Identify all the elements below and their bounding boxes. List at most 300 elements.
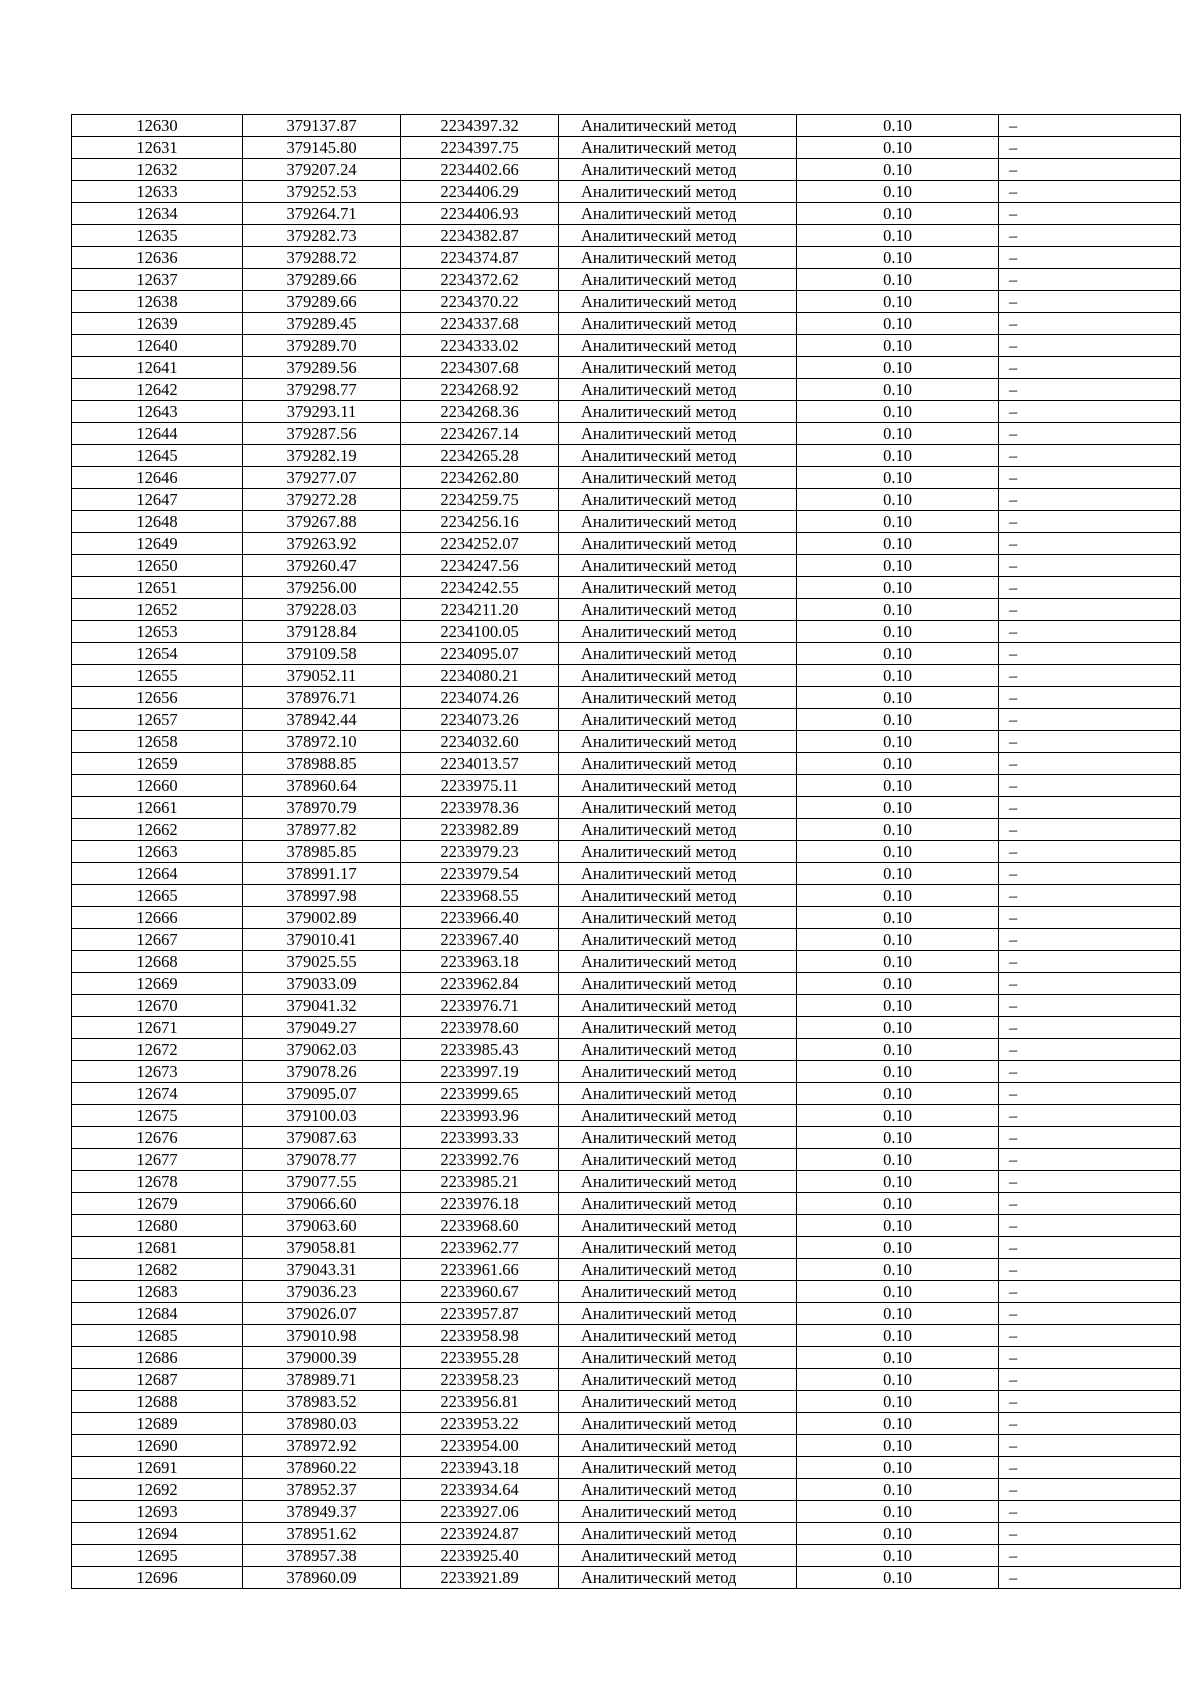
cell-method: Аналитический метод xyxy=(559,1281,797,1303)
cell-x-coordinate: 379109.58 xyxy=(243,643,401,665)
cell-accuracy: 0.10 xyxy=(797,1567,999,1589)
cell-accuracy: 0.10 xyxy=(797,797,999,819)
cell-point-number: 12691 xyxy=(72,1457,243,1479)
cell-y-coordinate: 2234397.32 xyxy=(401,115,559,137)
table-row xyxy=(72,885,1181,907)
cell-y-coordinate: 2234259.75 xyxy=(401,489,559,511)
cell-y-coordinate: 2233976.18 xyxy=(401,1193,559,1215)
cell-accuracy: 0.10 xyxy=(797,335,999,357)
table-row xyxy=(72,621,1181,643)
cell-note: – xyxy=(999,1325,1181,1347)
cell-x-coordinate: 379026.07 xyxy=(243,1303,401,1325)
cell-note: – xyxy=(999,665,1181,687)
cell-note: – xyxy=(999,841,1181,863)
cell-note: – xyxy=(999,313,1181,335)
table-row xyxy=(72,1127,1181,1149)
cell-note: – xyxy=(999,643,1181,665)
cell-note: – xyxy=(999,1171,1181,1193)
cell-method: Аналитический метод xyxy=(559,1303,797,1325)
cell-method: Аналитический метод xyxy=(559,841,797,863)
cell-accuracy: 0.10 xyxy=(797,1523,999,1545)
cell-note: – xyxy=(999,511,1181,533)
cell-point-number: 12696 xyxy=(72,1567,243,1589)
cell-x-coordinate: 378976.71 xyxy=(243,687,401,709)
table-row xyxy=(72,555,1181,577)
cell-accuracy: 0.10 xyxy=(797,1369,999,1391)
table-row xyxy=(72,1017,1181,1039)
cell-accuracy: 0.10 xyxy=(797,1237,999,1259)
cell-note: – xyxy=(999,1413,1181,1435)
cell-x-coordinate: 379287.56 xyxy=(243,423,401,445)
cell-point-number: 12653 xyxy=(72,621,243,643)
cell-x-coordinate: 379000.39 xyxy=(243,1347,401,1369)
cell-y-coordinate: 2233960.67 xyxy=(401,1281,559,1303)
cell-method: Аналитический метод xyxy=(559,1039,797,1061)
table-row xyxy=(72,775,1181,797)
cell-x-coordinate: 379041.32 xyxy=(243,995,401,1017)
cell-point-number: 12680 xyxy=(72,1215,243,1237)
table-row xyxy=(72,1501,1181,1523)
cell-note: – xyxy=(999,995,1181,1017)
cell-note: – xyxy=(999,1039,1181,1061)
cell-method: Аналитический метод xyxy=(559,1501,797,1523)
cell-accuracy: 0.10 xyxy=(797,1479,999,1501)
cell-note: – xyxy=(999,863,1181,885)
cell-note: – xyxy=(999,621,1181,643)
cell-y-coordinate: 2233975.11 xyxy=(401,775,559,797)
cell-note: – xyxy=(999,137,1181,159)
table-row xyxy=(72,1457,1181,1479)
cell-accuracy: 0.10 xyxy=(797,973,999,995)
cell-point-number: 12683 xyxy=(72,1281,243,1303)
cell-point-number: 12630 xyxy=(72,115,243,137)
cell-method: Аналитический метод xyxy=(559,489,797,511)
cell-point-number: 12670 xyxy=(72,995,243,1017)
cell-note: – xyxy=(999,929,1181,951)
cell-point-number: 12692 xyxy=(72,1479,243,1501)
cell-y-coordinate: 2233925.40 xyxy=(401,1545,559,1567)
cell-point-number: 12693 xyxy=(72,1501,243,1523)
table-row xyxy=(72,819,1181,841)
table-row xyxy=(72,1303,1181,1325)
cell-point-number: 12634 xyxy=(72,203,243,225)
cell-point-number: 12639 xyxy=(72,313,243,335)
cell-x-coordinate: 379049.27 xyxy=(243,1017,401,1039)
cell-method: Аналитический метод xyxy=(559,1017,797,1039)
cell-method: Аналитический метод xyxy=(559,1325,797,1347)
table-row xyxy=(72,577,1181,599)
cell-point-number: 12664 xyxy=(72,863,243,885)
cell-y-coordinate: 2233985.21 xyxy=(401,1171,559,1193)
table-row xyxy=(72,1237,1181,1259)
cell-x-coordinate: 379289.66 xyxy=(243,269,401,291)
cell-point-number: 12647 xyxy=(72,489,243,511)
cell-y-coordinate: 2233967.40 xyxy=(401,929,559,951)
cell-point-number: 12659 xyxy=(72,753,243,775)
cell-accuracy: 0.10 xyxy=(797,159,999,181)
cell-accuracy: 0.10 xyxy=(797,467,999,489)
cell-method: Аналитический метод xyxy=(559,753,797,775)
cell-method: Аналитический метод xyxy=(559,1193,797,1215)
cell-point-number: 12638 xyxy=(72,291,243,313)
cell-y-coordinate: 2234262.80 xyxy=(401,467,559,489)
cell-x-coordinate: 378960.64 xyxy=(243,775,401,797)
cell-note: – xyxy=(999,1501,1181,1523)
cell-method: Аналитический метод xyxy=(559,115,797,137)
cell-y-coordinate: 2234080.21 xyxy=(401,665,559,687)
cell-point-number: 12633 xyxy=(72,181,243,203)
cell-method: Аналитический метод xyxy=(559,1457,797,1479)
table-row xyxy=(72,1347,1181,1369)
cell-method: Аналитический метод xyxy=(559,313,797,335)
table-row xyxy=(72,115,1181,137)
cell-x-coordinate: 379078.77 xyxy=(243,1149,401,1171)
cell-note: – xyxy=(999,533,1181,555)
cell-note: – xyxy=(999,577,1181,599)
cell-y-coordinate: 2234247.56 xyxy=(401,555,559,577)
table-row xyxy=(72,1369,1181,1391)
cell-note: – xyxy=(999,973,1181,995)
cell-note: – xyxy=(999,1369,1181,1391)
cell-x-coordinate: 379033.09 xyxy=(243,973,401,995)
cell-method: Аналитический метод xyxy=(559,423,797,445)
table-row xyxy=(72,137,1181,159)
cell-accuracy: 0.10 xyxy=(797,247,999,269)
cell-x-coordinate: 378988.85 xyxy=(243,753,401,775)
cell-y-coordinate: 2233955.28 xyxy=(401,1347,559,1369)
table-row xyxy=(72,379,1181,401)
cell-y-coordinate: 2234406.29 xyxy=(401,181,559,203)
cell-y-coordinate: 2234382.87 xyxy=(401,225,559,247)
cell-point-number: 12668 xyxy=(72,951,243,973)
cell-point-number: 12690 xyxy=(72,1435,243,1457)
cell-x-coordinate: 379264.71 xyxy=(243,203,401,225)
cell-accuracy: 0.10 xyxy=(797,1083,999,1105)
cell-note: – xyxy=(999,181,1181,203)
cell-x-coordinate: 379289.56 xyxy=(243,357,401,379)
cell-accuracy: 0.10 xyxy=(797,951,999,973)
cell-x-coordinate: 378960.22 xyxy=(243,1457,401,1479)
cell-method: Аналитический метод xyxy=(559,1083,797,1105)
cell-note: – xyxy=(999,489,1181,511)
cell-x-coordinate: 379077.55 xyxy=(243,1171,401,1193)
cell-method: Аналитический метод xyxy=(559,1259,797,1281)
cell-accuracy: 0.10 xyxy=(797,1347,999,1369)
cell-point-number: 12652 xyxy=(72,599,243,621)
cell-accuracy: 0.10 xyxy=(797,1105,999,1127)
cell-method: Аналитический метод xyxy=(559,379,797,401)
table-row xyxy=(72,467,1181,489)
cell-note: – xyxy=(999,1083,1181,1105)
table-row xyxy=(72,973,1181,995)
cell-accuracy: 0.10 xyxy=(797,1039,999,1061)
cell-point-number: 12646 xyxy=(72,467,243,489)
table-row xyxy=(72,1435,1181,1457)
cell-note: – xyxy=(999,1567,1181,1589)
cell-x-coordinate: 378991.17 xyxy=(243,863,401,885)
cell-accuracy: 0.10 xyxy=(797,709,999,731)
cell-point-number: 12678 xyxy=(72,1171,243,1193)
table-row xyxy=(72,1325,1181,1347)
cell-accuracy: 0.10 xyxy=(797,1325,999,1347)
cell-y-coordinate: 2234256.16 xyxy=(401,511,559,533)
cell-accuracy: 0.10 xyxy=(797,1303,999,1325)
cell-method: Аналитический метод xyxy=(559,269,797,291)
cell-y-coordinate: 2233993.33 xyxy=(401,1127,559,1149)
table-row xyxy=(72,599,1181,621)
cell-point-number: 12676 xyxy=(72,1127,243,1149)
cell-note: – xyxy=(999,1545,1181,1567)
cell-x-coordinate: 378952.37 xyxy=(243,1479,401,1501)
cell-method: Аналитический метод xyxy=(559,137,797,159)
cell-x-coordinate: 379289.70 xyxy=(243,335,401,357)
table-row xyxy=(72,1413,1181,1435)
cell-accuracy: 0.10 xyxy=(797,1017,999,1039)
cell-method: Аналитический метод xyxy=(559,907,797,929)
cell-accuracy: 0.10 xyxy=(797,181,999,203)
cell-y-coordinate: 2234333.02 xyxy=(401,335,559,357)
cell-method: Аналитический метод xyxy=(559,1523,797,1545)
cell-accuracy: 0.10 xyxy=(797,995,999,1017)
cell-method: Аналитический метод xyxy=(559,203,797,225)
table-row xyxy=(72,841,1181,863)
cell-x-coordinate: 378951.62 xyxy=(243,1523,401,1545)
cell-method: Аналитический метод xyxy=(559,1171,797,1193)
cell-note: – xyxy=(999,1017,1181,1039)
cell-point-number: 12662 xyxy=(72,819,243,841)
cell-x-coordinate: 378960.09 xyxy=(243,1567,401,1589)
cell-note: – xyxy=(999,335,1181,357)
cell-accuracy: 0.10 xyxy=(797,137,999,159)
cell-note: – xyxy=(999,445,1181,467)
cell-note: – xyxy=(999,1435,1181,1457)
cell-point-number: 12669 xyxy=(72,973,243,995)
cell-y-coordinate: 2234370.22 xyxy=(401,291,559,313)
cell-point-number: 12631 xyxy=(72,137,243,159)
cell-note: – xyxy=(999,1127,1181,1149)
cell-x-coordinate: 378972.10 xyxy=(243,731,401,753)
cell-point-number: 12667 xyxy=(72,929,243,951)
cell-x-coordinate: 379252.53 xyxy=(243,181,401,203)
cell-y-coordinate: 2234073.26 xyxy=(401,709,559,731)
cell-method: Аналитический метод xyxy=(559,1435,797,1457)
cell-y-coordinate: 2234268.36 xyxy=(401,401,559,423)
cell-point-number: 12656 xyxy=(72,687,243,709)
cell-y-coordinate: 2234013.57 xyxy=(401,753,559,775)
cell-y-coordinate: 2233979.23 xyxy=(401,841,559,863)
table-row xyxy=(72,1193,1181,1215)
cell-y-coordinate: 2233999.65 xyxy=(401,1083,559,1105)
cell-x-coordinate: 378942.44 xyxy=(243,709,401,731)
cell-y-coordinate: 2233962.77 xyxy=(401,1237,559,1259)
cell-point-number: 12673 xyxy=(72,1061,243,1083)
cell-y-coordinate: 2233953.22 xyxy=(401,1413,559,1435)
cell-note: – xyxy=(999,1259,1181,1281)
cell-accuracy: 0.10 xyxy=(797,1281,999,1303)
cell-method: Аналитический метод xyxy=(559,1061,797,1083)
cell-y-coordinate: 2233978.36 xyxy=(401,797,559,819)
cell-y-coordinate: 2233934.64 xyxy=(401,1479,559,1501)
cell-x-coordinate: 379277.07 xyxy=(243,467,401,489)
cell-point-number: 12687 xyxy=(72,1369,243,1391)
cell-y-coordinate: 2234211.20 xyxy=(401,599,559,621)
cell-method: Аналитический метод xyxy=(559,709,797,731)
cell-method: Аналитический метод xyxy=(559,511,797,533)
cell-y-coordinate: 2234337.68 xyxy=(401,313,559,335)
cell-note: – xyxy=(999,423,1181,445)
table-row xyxy=(72,951,1181,973)
table-row xyxy=(72,929,1181,951)
cell-x-coordinate: 379025.55 xyxy=(243,951,401,973)
cell-x-coordinate: 379043.31 xyxy=(243,1259,401,1281)
table-row xyxy=(72,1215,1181,1237)
cell-accuracy: 0.10 xyxy=(797,907,999,929)
cell-x-coordinate: 379095.07 xyxy=(243,1083,401,1105)
cell-point-number: 12651 xyxy=(72,577,243,599)
cell-x-coordinate: 379078.26 xyxy=(243,1061,401,1083)
cell-x-coordinate: 379298.77 xyxy=(243,379,401,401)
cell-note: – xyxy=(999,291,1181,313)
cell-x-coordinate: 379256.00 xyxy=(243,577,401,599)
cell-method: Аналитический метод xyxy=(559,1413,797,1435)
cell-y-coordinate: 2234265.28 xyxy=(401,445,559,467)
cell-note: – xyxy=(999,687,1181,709)
cell-y-coordinate: 2233992.76 xyxy=(401,1149,559,1171)
cell-method: Аналитический метод xyxy=(559,995,797,1017)
coordinates-table xyxy=(71,114,1181,1589)
cell-note: – xyxy=(999,885,1181,907)
cell-y-coordinate: 2233966.40 xyxy=(401,907,559,929)
cell-method: Аналитический метод xyxy=(559,599,797,621)
table-row xyxy=(72,731,1181,753)
cell-x-coordinate: 378977.82 xyxy=(243,819,401,841)
cell-y-coordinate: 2234372.62 xyxy=(401,269,559,291)
cell-y-coordinate: 2233993.96 xyxy=(401,1105,559,1127)
cell-accuracy: 0.10 xyxy=(797,929,999,951)
cell-point-number: 12643 xyxy=(72,401,243,423)
table-row xyxy=(72,1105,1181,1127)
cell-point-number: 12674 xyxy=(72,1083,243,1105)
cell-point-number: 12637 xyxy=(72,269,243,291)
cell-note: – xyxy=(999,203,1181,225)
cell-accuracy: 0.10 xyxy=(797,1171,999,1193)
cell-method: Аналитический метод xyxy=(559,577,797,599)
cell-y-coordinate: 2234100.05 xyxy=(401,621,559,643)
cell-x-coordinate: 379207.24 xyxy=(243,159,401,181)
cell-method: Аналитический метод xyxy=(559,401,797,423)
cell-point-number: 12688 xyxy=(72,1391,243,1413)
cell-y-coordinate: 2233957.87 xyxy=(401,1303,559,1325)
cell-note: – xyxy=(999,1105,1181,1127)
cell-y-coordinate: 2234397.75 xyxy=(401,137,559,159)
cell-method: Аналитический метод xyxy=(559,929,797,951)
cell-method: Аналитический метод xyxy=(559,1149,797,1171)
cell-accuracy: 0.10 xyxy=(797,1435,999,1457)
cell-y-coordinate: 2233982.89 xyxy=(401,819,559,841)
cell-point-number: 12649 xyxy=(72,533,243,555)
cell-y-coordinate: 2233927.06 xyxy=(401,1501,559,1523)
table-row xyxy=(72,401,1181,423)
cell-x-coordinate: 378980.03 xyxy=(243,1413,401,1435)
cell-point-number: 12665 xyxy=(72,885,243,907)
cell-note: – xyxy=(999,379,1181,401)
cell-y-coordinate: 2233978.60 xyxy=(401,1017,559,1039)
cell-accuracy: 0.10 xyxy=(797,533,999,555)
cell-accuracy: 0.10 xyxy=(797,1127,999,1149)
cell-x-coordinate: 379063.60 xyxy=(243,1215,401,1237)
cell-y-coordinate: 2234374.87 xyxy=(401,247,559,269)
cell-point-number: 12685 xyxy=(72,1325,243,1347)
table-row xyxy=(72,1545,1181,1567)
table-row xyxy=(72,1039,1181,1061)
table-row xyxy=(72,1083,1181,1105)
cell-x-coordinate: 379087.63 xyxy=(243,1127,401,1149)
cell-x-coordinate: 379289.66 xyxy=(243,291,401,313)
cell-y-coordinate: 2233956.81 xyxy=(401,1391,559,1413)
cell-accuracy: 0.10 xyxy=(797,1391,999,1413)
table-row xyxy=(72,1479,1181,1501)
cell-point-number: 12663 xyxy=(72,841,243,863)
cell-method: Аналитический метод xyxy=(559,533,797,555)
cell-method: Аналитический метод xyxy=(559,1237,797,1259)
cell-accuracy: 0.10 xyxy=(797,1457,999,1479)
cell-method: Аналитический метод xyxy=(559,951,797,973)
cell-y-coordinate: 2234074.26 xyxy=(401,687,559,709)
cell-note: – xyxy=(999,709,1181,731)
table-row xyxy=(72,753,1181,775)
cell-note: – xyxy=(999,731,1181,753)
cell-accuracy: 0.10 xyxy=(797,885,999,907)
cell-y-coordinate: 2234402.66 xyxy=(401,159,559,181)
cell-x-coordinate: 379036.23 xyxy=(243,1281,401,1303)
table-row xyxy=(72,797,1181,819)
cell-note: – xyxy=(999,269,1181,291)
cell-point-number: 12657 xyxy=(72,709,243,731)
cell-method: Аналитический метод xyxy=(559,731,797,753)
cell-point-number: 12677 xyxy=(72,1149,243,1171)
cell-note: – xyxy=(999,555,1181,577)
cell-accuracy: 0.10 xyxy=(797,665,999,687)
cell-x-coordinate: 379272.28 xyxy=(243,489,401,511)
cell-note: – xyxy=(999,1457,1181,1479)
cell-point-number: 12672 xyxy=(72,1039,243,1061)
cell-point-number: 12689 xyxy=(72,1413,243,1435)
table-row xyxy=(72,511,1181,533)
cell-x-coordinate: 379128.84 xyxy=(243,621,401,643)
table-row xyxy=(72,291,1181,313)
cell-accuracy: 0.10 xyxy=(797,511,999,533)
table-row xyxy=(72,357,1181,379)
cell-point-number: 12658 xyxy=(72,731,243,753)
cell-accuracy: 0.10 xyxy=(797,1545,999,1567)
table-row xyxy=(72,995,1181,1017)
cell-y-coordinate: 2234252.07 xyxy=(401,533,559,555)
table-row xyxy=(72,665,1181,687)
cell-y-coordinate: 2234095.07 xyxy=(401,643,559,665)
table-row xyxy=(72,445,1181,467)
cell-method: Аналитический метод xyxy=(559,621,797,643)
cell-accuracy: 0.10 xyxy=(797,555,999,577)
cell-accuracy: 0.10 xyxy=(797,577,999,599)
cell-x-coordinate: 378957.38 xyxy=(243,1545,401,1567)
cell-method: Аналитический метод xyxy=(559,467,797,489)
cell-accuracy: 0.10 xyxy=(797,819,999,841)
cell-y-coordinate: 2234267.14 xyxy=(401,423,559,445)
cell-accuracy: 0.10 xyxy=(797,115,999,137)
cell-note: – xyxy=(999,1303,1181,1325)
cell-method: Аналитический метод xyxy=(559,1369,797,1391)
cell-accuracy: 0.10 xyxy=(797,357,999,379)
